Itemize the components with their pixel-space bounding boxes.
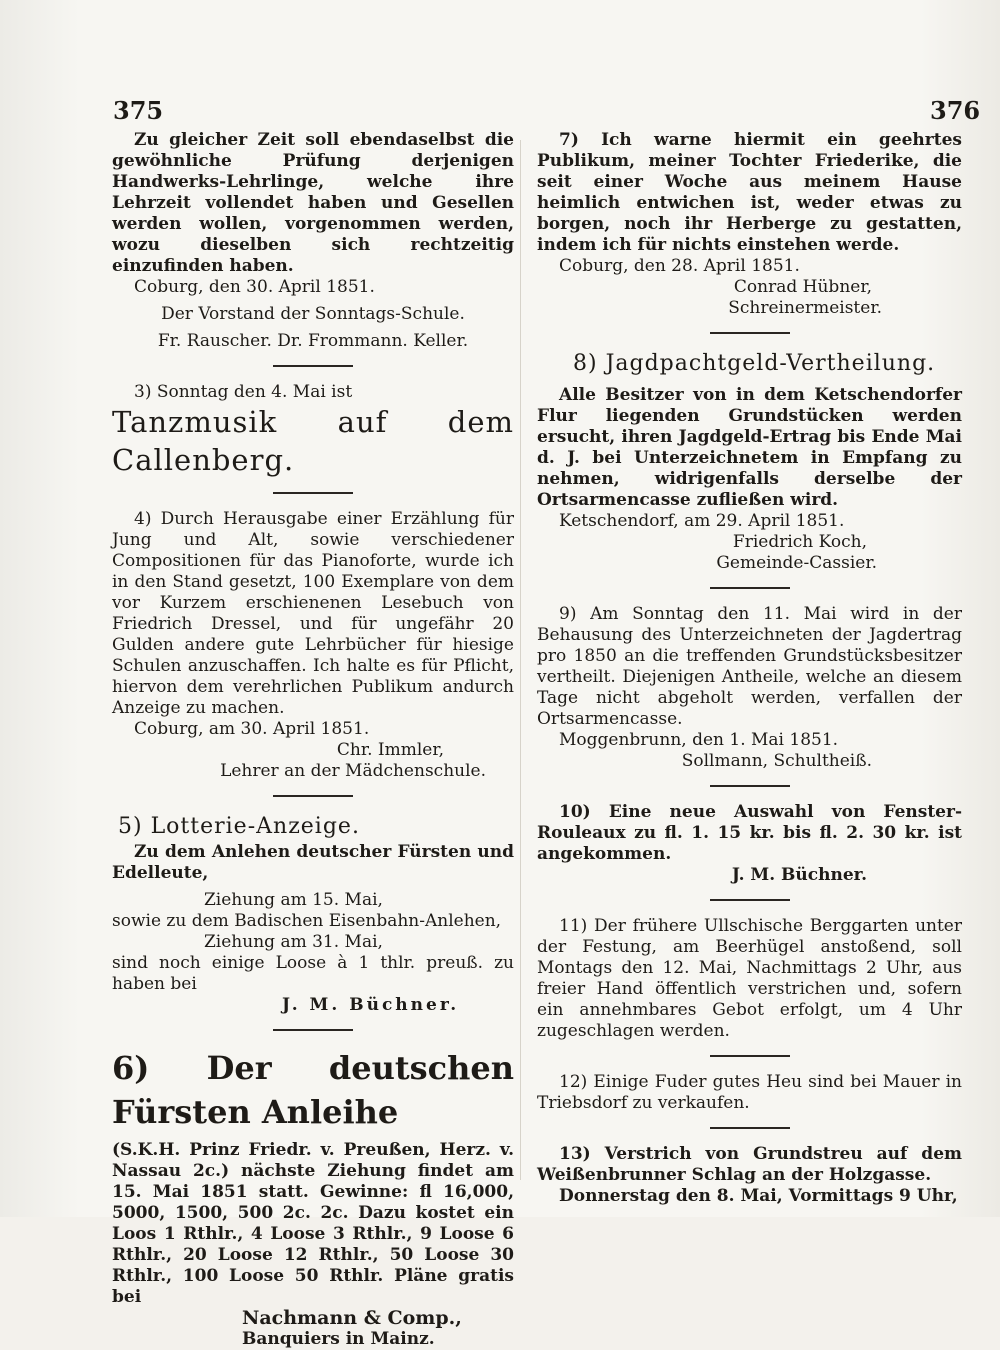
notice-8-title: 8) Jagdpachtgeld-Vertheilung.: [573, 351, 936, 376]
notice-5-title: 5) Lotterie-Anzeige.: [118, 814, 360, 839]
notice-7-role: Schreinermeister.: [728, 298, 882, 318]
notice-8-text: Alle Besitzer von in dem Ketschendorfer Flur liegenden Grundstücken werden ersucht, ihren Jagdgeld-Ertrag bis Ende Mai d. J. bei Unterzeichnetem in Empfang zu nehmen, widrigenfalls derselbe der Ortsarmencasse zufließen wird.: [537, 385, 962, 510]
notice-6-firm: Nachmann & Comp.,: [242, 1307, 462, 1329]
notice-8-role: Gemeinde-Cassier.: [716, 553, 877, 573]
divider: [710, 1127, 790, 1129]
divider: [710, 332, 790, 334]
notice-5-line-4: Ziehung am 31. Mai,: [204, 932, 383, 952]
notice-10-text: 10) Eine neue Auswahl von Fenster-Rouleaux zu fl. 1. 15 kr. bis fl. 2. 30 kr. ist angekommen.: [537, 802, 962, 864]
notice-7-text: 7) Ich warne hiermit ein geehrtes Publikum, meiner Tochter Friederike, die seit einer Woche aus meinem Hause heimlich entwichen ist, weder etwas zu borgen, noch ihr Herberge zu gestatten, indem ich für nichts einstehen werde.: [537, 130, 962, 255]
notice-5-line-3: sowie zu dem Badischen Eisenbahn-Anlehen,: [112, 911, 502, 931]
divider: [273, 795, 353, 797]
notice-8-date: Ketschendorf, am 29. April 1851.: [559, 511, 845, 531]
notice-13-date: Donnerstag den 8. Mai, Vormittags 9 Uhr,: [559, 1186, 958, 1206]
notice-3-title: Tanzmusik auf dem Callenberg.: [112, 405, 514, 477]
notice-2-text: Zu gleicher Zeit soll ebendaselbst die gewöhnliche Prüfung derjenigen Handwerks-Lehrlinge, welche ihre Lehrzeit vollendet haben und Gesellen werden wollen, vorgenommen werden, wozu dieselben sich rechtzeitig einzufinden haben.: [112, 130, 514, 276]
notice-12-text: 12) Einige Fuder gutes Heu sind bei Mauer in Triebsdorf zu verkaufen.: [537, 1072, 962, 1113]
notice-7-date: Coburg, den 28. April 1851.: [559, 256, 800, 276]
notice-5-line-5: sind noch einige Loose à 1 thlr. preuß. zu haben bei: [112, 953, 514, 994]
notice-5-seller: J. M. Büchner.: [282, 995, 460, 1015]
column-gutter: [520, 140, 521, 1180]
divider: [710, 785, 790, 787]
notice-4-role: Lehrer an der Mädchenschule.: [220, 761, 486, 781]
notice-7-name: Conrad Hübner,: [733, 277, 872, 297]
page-number-left: 375: [113, 96, 164, 125]
divider: [710, 899, 790, 901]
notice-3-intro: 3) Sonntag den 4. Mai ist: [134, 382, 353, 402]
notice-6-text: (S.K.H. Prinz Friedr. v. Preußen, Herz. v. Nassau 2c.) nächste Ziehung findet am 15. Mai 1851 statt. Gewinne: fl 16,000, 5000, 1500, 500 2c. 2c. Dazu kostet ein Loos 1 Rthlr., 4 Loose 3 Rthlr., 9 Loose 6 Rthlr., 20 Loose 12 Rthlr., 50 Loose 30 Rthlr., 100 Loose 50 Rthlr. Pläne gratis bei: [112, 1140, 514, 1307]
notice-8-name: Friedrich Koch,: [732, 532, 867, 552]
notice-4-name: Chr. Immler,: [336, 740, 444, 760]
notice-2-signature: Der Vorstand der Sonntags-Schule.: [161, 304, 465, 324]
notice-11-text: 11) Der frühere Ullschische Berggarten unter der Festung, am Beerhügel anstoßend, soll Montags den 12. Mai, Nachmittags 2 Uhr, aus freier Hand öffentlich verstrichen und, sofern ein annehmbares Gebot erfolgt, um 4 Uhr zugeschlagen werden.: [537, 916, 962, 1041]
notice-6-place: Banquiers in Mainz.: [242, 1329, 435, 1349]
notice-6-title: 6) Der deutschen Fürsten Anleihe: [112, 1049, 514, 1131]
notice-9-name: Sollmann, Schultheiß.: [681, 751, 872, 771]
divider: [273, 365, 353, 367]
divider: [273, 492, 353, 494]
notice-4-date: Coburg, am 30. April 1851.: [134, 719, 370, 739]
page-number-right: 376: [930, 96, 981, 125]
notice-2-date: Coburg, den 30. April 1851.: [134, 277, 375, 297]
left-column: [112, 130, 514, 1350]
notice-10-seller: J. M. Büchner.: [731, 865, 867, 885]
divider: [273, 1029, 353, 1031]
notice-13-text: 13) Verstrich von Grundstreu auf dem Weißenbrunner Schlag an der Holzgasse.: [537, 1144, 962, 1185]
notice-9-text: 9) Am Sonntag den 11. Mai wird in der Behausung des Unterzeichneten der Jagdertrag pro 1850 an die treffenden Grundstücksbesitzer vertheilt. Diejenigen Antheile, welche an diesem Tage nicht abgeholt werden, verfallen der Ortsarmencasse.: [537, 604, 962, 729]
notice-2-names: Fr. Rauscher. Dr. Frommann. Keller.: [157, 331, 469, 351]
notice-5-line-1: Zu dem Anlehen deutscher Fürsten und Edelleute,: [112, 842, 514, 883]
right-column: [537, 130, 962, 1207]
notice-9-date: Moggenbrunn, den 1. Mai 1851.: [559, 730, 839, 750]
divider: [710, 587, 790, 589]
notice-5-line-2: Ziehung am 15. Mai,: [204, 890, 383, 910]
divider: [710, 1055, 790, 1057]
notice-4-text: 4) Durch Herausgabe einer Erzählung für Jung und Alt, sowie verschiedener Compositionen für das Pianoforte, wurde ich in den Stand gesetzt, 100 Exemplare von dem vor Kurzem erschienenen Lesebuch von Friedrich Dressel, und für ungefähr 20 Gulden andere gute Lehrbücher für hiesige Schulen anzuschaffen. Ich halte es für Pflicht, hiervon dem verehrlichen Publikum andurch Anzeige zu machen.: [112, 509, 514, 718]
